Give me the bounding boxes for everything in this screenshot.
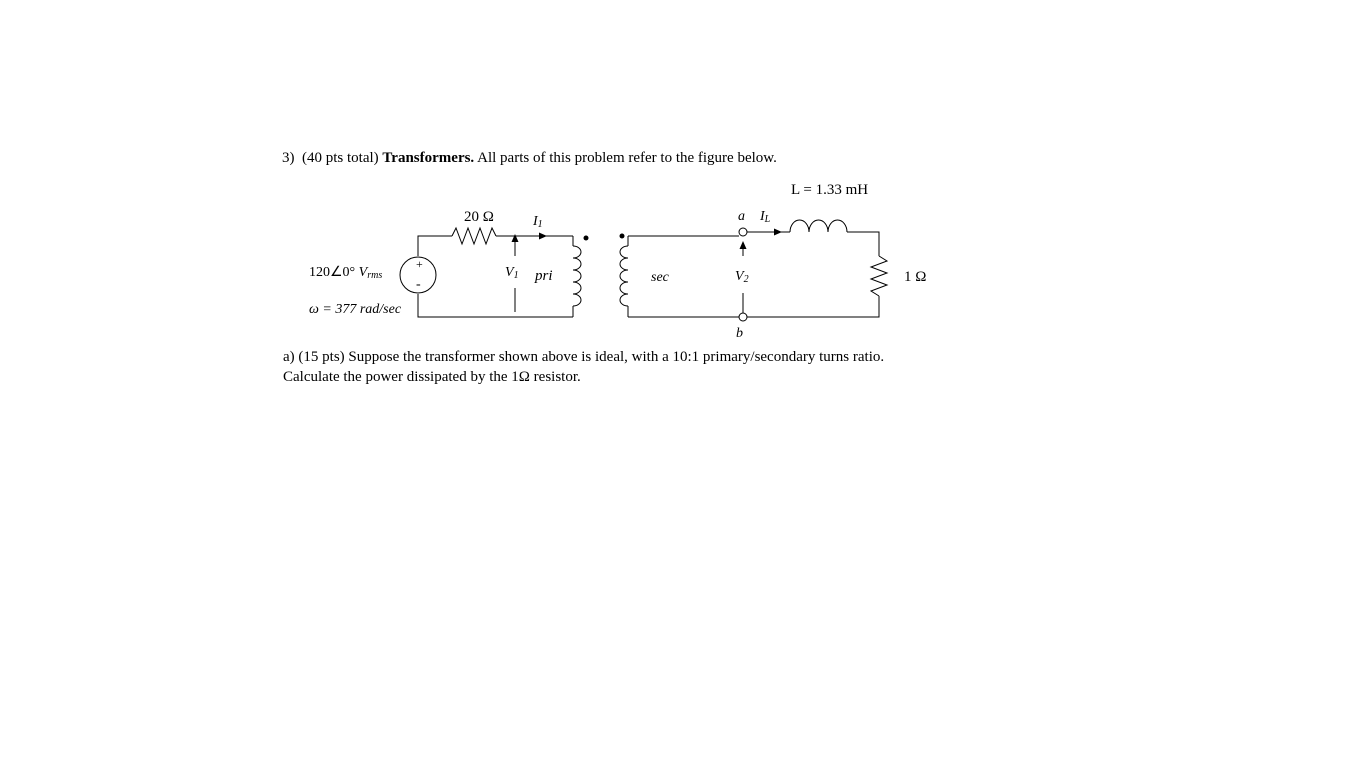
coil-primary [573, 246, 581, 306]
problem-number: 3) [282, 150, 295, 166]
problem-intro: All parts of this problem refer to the figure below. [477, 150, 777, 166]
terminal-b [739, 313, 747, 321]
resistor-20-label: 20 Ω [464, 209, 494, 225]
v1-label: V1 [505, 265, 519, 281]
dot-secondary [620, 234, 625, 239]
wire-load-right-top [847, 232, 879, 256]
load-resistor-label: 1 Ω [904, 269, 927, 285]
node-a-label: a [738, 209, 745, 224]
resistor-20-ohm [452, 228, 496, 244]
pri-label: pri [535, 268, 553, 284]
v2-label: V2 [735, 269, 749, 285]
wire-primary-top-left [418, 236, 452, 256]
problem-points: (40 pts total) [302, 150, 379, 166]
coil-secondary [620, 246, 628, 306]
i1-arrow-head [539, 233, 547, 240]
inductor-label: L = 1.33 mH [791, 182, 869, 198]
resistor-1-ohm [871, 256, 887, 296]
node-b-label: b [736, 326, 743, 341]
v2-arrow-head [740, 241, 747, 249]
dot-primary [584, 236, 589, 241]
source-label: 120∠0° Vrms [309, 265, 383, 281]
terminal-a [739, 228, 747, 236]
source-minus: - [416, 277, 421, 292]
problem-topic: Transformers. [382, 150, 475, 166]
v1-arrow-head [512, 234, 519, 242]
wire-load-right-bottom [747, 296, 879, 317]
sec-label: sec [651, 270, 669, 285]
omega-label: ω = 377 rad/sec [309, 302, 402, 317]
source-plus: + [416, 257, 423, 271]
part-a-line-2: Calculate the power dissipated by the 1Ω resistor. [283, 369, 581, 385]
wire-primary-bottom [418, 294, 573, 317]
part-a-line-1: a) (15 pts) Suppose the transformer shown above is ideal, with a 10:1 primary/secondary turns ratio. [283, 349, 885, 365]
il-label: IL [760, 209, 771, 225]
il-arrow-head [774, 229, 782, 236]
inductor-coil [790, 220, 847, 232]
i1-label: I1 [533, 214, 543, 230]
